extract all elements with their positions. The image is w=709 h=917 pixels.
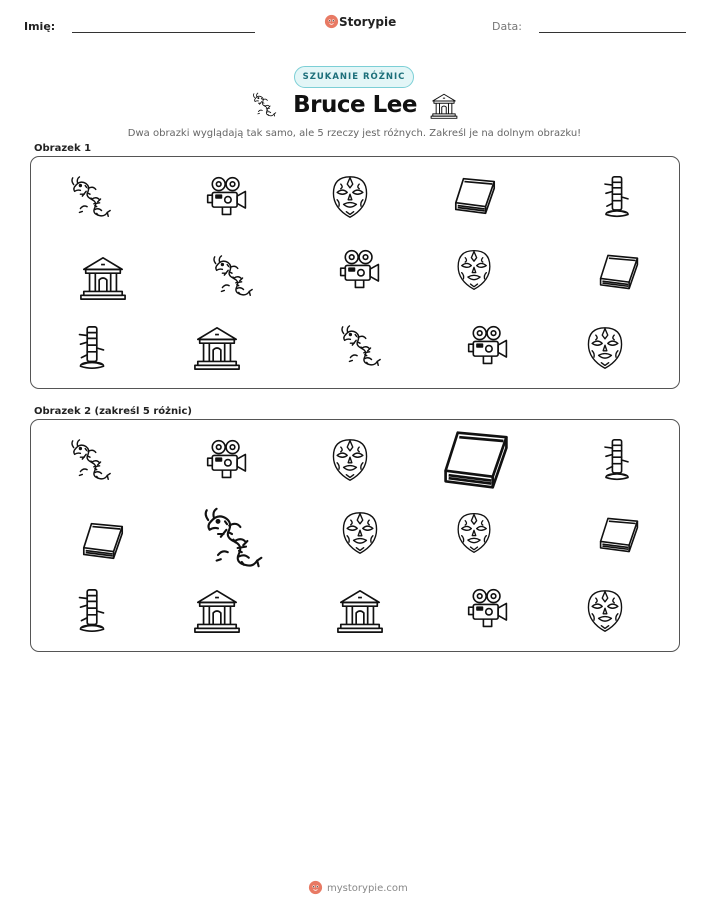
opera-mask-icon (452, 248, 496, 292)
temple-icon (430, 92, 458, 120)
book-icon[interactable] (79, 517, 127, 565)
film-camera-icon (337, 247, 383, 293)
activity-badge: SZUKANIE RÓŻNIC (294, 66, 414, 88)
film-camera-icon (204, 174, 250, 220)
opera-mask-icon[interactable] (337, 510, 383, 556)
instructions: Dwa obrazki wyglądają tak samo, ale 5 rzeczy jest różnych. Zakreśl je na dolnym obrazku! (127, 128, 582, 139)
date-line[interactable] (539, 32, 686, 33)
wooden-dummy-icon (68, 324, 116, 372)
book-icon (596, 249, 642, 295)
film-camera-icon[interactable] (204, 437, 250, 483)
picture1-label: Obrazek 1 (34, 143, 92, 154)
wooden-dummy-icon[interactable] (68, 587, 116, 635)
picture2-label: Obrazek 2 (zakreśl 5 różnic) (34, 406, 192, 417)
date-label: Data: (492, 20, 522, 33)
opera-mask-icon (582, 325, 628, 371)
book-icon (451, 172, 499, 220)
film-camera-icon (465, 323, 511, 369)
book-icon[interactable] (596, 512, 642, 558)
dragon-icon[interactable] (197, 506, 267, 576)
name-label: Imię: (24, 20, 56, 33)
opera-mask-icon (327, 174, 373, 220)
temple-icon (79, 254, 127, 302)
footer-url[interactable]: mystorypie.com (327, 883, 408, 894)
opera-mask-icon[interactable] (327, 437, 373, 483)
opera-mask-icon[interactable] (582, 588, 628, 634)
storypie-footer-icon (308, 880, 323, 895)
brand-name: Storypie (339, 15, 397, 29)
dragon-icon (336, 324, 384, 372)
dragon-icon (66, 175, 114, 223)
dragon-icon[interactable] (66, 438, 114, 486)
temple-icon (193, 324, 241, 372)
book-icon[interactable] (438, 422, 514, 498)
storypie-logo-icon (324, 14, 339, 29)
wooden-dummy-icon (594, 174, 640, 220)
temple-icon[interactable] (336, 587, 384, 635)
dragon-icon (208, 254, 256, 302)
page-title: Bruce Lee (293, 92, 417, 118)
name-line[interactable] (72, 32, 255, 33)
wooden-dummy-icon[interactable] (594, 437, 640, 483)
film-camera-icon[interactable] (465, 586, 511, 632)
temple-icon[interactable] (193, 587, 241, 635)
opera-mask-icon[interactable] (452, 511, 496, 555)
